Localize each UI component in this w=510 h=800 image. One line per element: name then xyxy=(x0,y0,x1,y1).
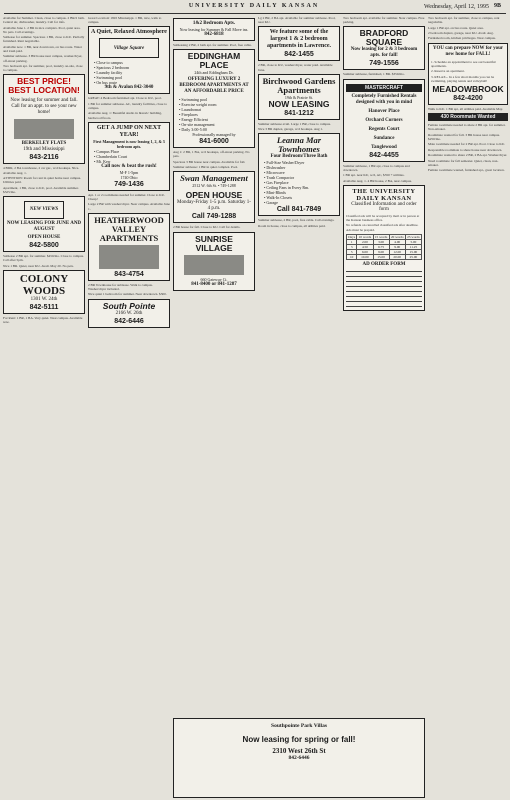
swan-name: Swan Management xyxy=(180,173,248,184)
gaslight-text: Now leasing for Summer & Fall Move ins. xyxy=(179,27,249,32)
park-villas-address: 2310 West 26th St xyxy=(272,747,326,755)
birchwood-phone: 841-1212 xyxy=(284,109,314,117)
new-views-text: NOW LEASING FOR JUNE AND AUGUST xyxy=(6,220,82,232)
form-line[interactable] xyxy=(346,298,422,302)
roommate-listings: Female roommate needed to share 2 BR apt. for summer. Non-smoker. Roommate wanted for fall. 3 BR house near campus. $250/mo. Male roommate needed for 2 BR apt. Pool. Close to KU. Responsible roommate to share house near downtown. Roommate wanted to share 2 BR, 2 BA apt. Washer/dryer. Need roommate for fall semester. Quiet, clean, non-smoker. Female roommate wanted, furnished apt., great location. xyxy=(428,123,508,173)
featured-apartments-ad xyxy=(258,26,340,61)
new-views-open: OPEN HOUSE xyxy=(27,234,61,240)
leanna-mar-sub: Four Bedroom/Three Bath xyxy=(270,154,328,160)
classified-listings-5: Great Location! 1845 Mississippi. 1 BR, nice, walk to campus. xyxy=(88,16,162,25)
masthead xyxy=(4,2,506,14)
roommate-wanted-header: 430 Roommate Wanted xyxy=(428,113,508,121)
swan-phone: Call 749-1288 xyxy=(191,213,237,221)
new-views-phone: 842-5800 xyxy=(29,241,59,249)
birchwood-address: 19th & Prairie St. xyxy=(284,94,314,100)
mastercraft-site-4: Sundance xyxy=(373,135,395,141)
mastercraft-site-5: Tanglewood xyxy=(371,144,397,150)
bradford-name: BRADFORD SQUARE xyxy=(359,28,409,48)
newspaper-title: UNIVERSITY DAILY KANSAN xyxy=(188,3,320,9)
eddingham-footer: Professionally managed by xyxy=(192,132,236,138)
column-1 xyxy=(3,16,85,796)
rate-table: Days 10 words 15 words 20 words 25 words 1 2.00 3.00 4.00 5.00 3 4.50 6.75 9.00 11.25 5 6.00 9.00 12.00 15.00 10 10.00 15.00 20.00 25.00 xyxy=(348,234,420,259)
form-line[interactable] xyxy=(346,268,422,272)
best-location-heading: BEST LOCATION! xyxy=(8,85,80,96)
classified-order-form: THE UNIVERSITY DAILY KANSAN Classified Information and order form Classified ads will be accepted by mail or in person at the Kansan business office. No refunds on cancelled classified ads after deadline. Ads must be prepaid. Days 10 words 15 words 20 words 25 words 1 2.00 3.00 4.00 5.00 3 4.50 6.75 9.00 11.25 5 6.00 9.00 12.00 15.00 10 10.00 15.00 20.00 25.00 AD ORDER FORM xyxy=(343,185,425,311)
get-jump-hours: M-F 1-5pm xyxy=(119,169,139,175)
park-villas-phone: 842-6446 xyxy=(288,755,310,761)
mastercraft-site-1: Hanover Place xyxy=(368,108,400,114)
mastercraft-text: Completely Furnished Rentals designed with you in mind xyxy=(351,93,417,105)
eddingham-ad xyxy=(173,49,255,148)
sunrise-name: SUNRISE VILLAGE xyxy=(195,233,233,253)
leanna-mar-name: Leanna Mar Townhomes xyxy=(276,135,322,155)
get-jump-phone: 749-1436 xyxy=(114,180,144,188)
classified-listings-15: Summer sublease, 2 BR, pool, free cable. Call evenings. Room in house, close to campus, all utilities paid. xyxy=(258,218,335,228)
form-line[interactable] xyxy=(346,278,422,282)
south-pointe-phone: 842-6446 xyxy=(114,317,144,325)
sunrise-village-ad xyxy=(173,232,255,291)
classified-listings-3: Sublease 2 BR apt. for summer. $450/mo. Close to campus. Call after 5pm. Nice 1 BR. Quiet, near KU. Avail. May 20. No pets. xyxy=(3,253,84,268)
issue-date: Wednesday, April 12, 1995 xyxy=(424,4,489,10)
bradford-square-ad xyxy=(343,26,425,70)
get-jump-headline: GET A JUMP ON NEXT YEAR! xyxy=(96,124,162,138)
sunrise-image xyxy=(184,255,244,275)
heatherwood-image xyxy=(99,245,159,269)
swan-open-house: OPEN HOUSE xyxy=(185,190,243,201)
berkeley-flats-ad xyxy=(3,74,85,164)
form-line[interactable] xyxy=(346,303,422,307)
featured-phone: 842-1455 xyxy=(284,51,314,59)
gaslight-phone: 842-6818 xyxy=(204,32,224,37)
classified-listings-18: Summer sublease, 1 BR apt, close to campus and downtown. 1 BR apt. near KU, w/d, AC, $350 + utilities. Available Aug. 1. 4 BR house, 2 BA, near campus. xyxy=(343,163,412,183)
featured-headline: We feature some of the largest 1 & 2 bedroom apartments in Lawrence. xyxy=(266,29,332,50)
mastercraft-phone: 842-4455 xyxy=(369,151,399,159)
classified-listings-2: 4 BDR, 2 BA townhouse, 2 car gar., w/d hookups. Nice. Available Aug. 1. ATTENTION: Room for rent in quiet home near campus. Utilities paid. Apartment, 1 BR, close to KU, pool. Available summer. $325/mo. xyxy=(3,166,82,194)
bradford-sub: Now leasing for 2 & 3 bedroom apts. for fall! xyxy=(350,47,418,59)
get-jump-address: 1740 Ohio xyxy=(120,174,138,180)
colony-woods-address: 1301 W. 24th xyxy=(30,296,58,302)
page-number: 9B xyxy=(494,3,502,9)
berkeley-name: BERKELEY FLATS xyxy=(21,141,67,147)
mastercraft-site-3: Regents Court xyxy=(368,126,400,132)
colony-woods-name: COLONY WOODS xyxy=(19,272,69,297)
bradford-phone: 749-1556 xyxy=(369,60,399,68)
eddingham-phone: 841-6000 xyxy=(199,138,229,146)
village-square-features: • Close to campus • Spacious 2 bedroom • Laundry facility • Swimming pool • On bus route xyxy=(94,60,130,86)
heatherwood-ad xyxy=(88,213,170,281)
sunrise-address: 660 Gateway Ct. xyxy=(200,276,228,282)
column-6 xyxy=(428,16,508,796)
village-square-ad xyxy=(88,26,170,94)
swan-management-ad xyxy=(173,171,255,223)
classified-listings-13: 2 BR, close to KU, washer/dryer, water paid. Available June. xyxy=(258,63,333,72)
colony-woods-ad xyxy=(3,270,85,314)
south-pointe-address: 2166 W. 26th xyxy=(115,310,143,316)
village-square-logo: Village Square xyxy=(99,38,159,58)
form-line[interactable] xyxy=(346,283,422,287)
leanna-mar-phone: Call 841-7849 xyxy=(276,206,322,214)
birchwood-now-leasing: NOW LEASING xyxy=(268,98,330,109)
classified-listings-17: Summer sublease, furnished, 1 BR. $350/mo. xyxy=(343,72,405,77)
eddingham-tagline: OFFERING LUXURY 2 BEDROOM APARTMENTS AT AN AFFORDABLE PRICE xyxy=(179,77,249,95)
classified-listings-12: Lg 2 BR, 2 BA apt. Available for summer sublease. Pool, near KU. xyxy=(258,16,336,25)
birchwood-ad xyxy=(258,74,340,120)
village-square-phone: 9th & Avalon 842-3040 xyxy=(104,85,154,91)
heatherwood-name: HEATHERWOOD VALLEY APARTMENTS xyxy=(94,214,164,243)
eddingham-address: 24th and Eddingham Dr. xyxy=(194,70,234,76)
classified-listings-7: Apt. 1 or 2 roommates needed for summer. Close to KU. Cheap! Large 2 BR with washer/dryer. Near campus. Available June 1. xyxy=(88,192,170,211)
column-2 xyxy=(88,16,170,796)
column-3 xyxy=(173,16,255,796)
new-views-logo: NEW VIEWS xyxy=(24,201,64,219)
berkeley-address: 19th and Mississippi xyxy=(23,147,65,153)
classified-listings-20: Walk to KU. 1 BR apt, all utilities paid. Available May. xyxy=(428,106,503,111)
classified-listings-14: Summer sublease avail. Large 1 BR, close to campus. Nice 3 BR duplex, garage, w/d hookups. Aug 1. xyxy=(258,121,331,132)
classified-listings-4: For Rent: 1 BR, 1 BA. Very quiet. Near campus. Available now. xyxy=(3,315,83,324)
eddingham-features: • Swimming pool • Exercise weight room • Laundromat • Fireplaces • Energy Efficient • On-site management • Daily 3:00-5:00 xyxy=(179,97,217,133)
form-line[interactable] xyxy=(346,288,422,292)
order-form-title: AD ORDER FORM xyxy=(362,261,406,267)
classified-listings: Available for Summer. Clean, close to campus. 2 BR/2 bath. Central air, dishwasher, laundry. Call for info. Available June 1. 2 BR in nice complex. Pool, quiet area. No pets. Call evenings. Sublease for summer. Spacious 1 BR, close to KU. Partially furnished. Rent negotiable. Available now. 1 BR, near downtown, on bus route. Water and trash paid. Summer sublease. 3 BR house near campus, washer/dryer, off-street parking. Two bedroom apt. for summer, pool, laundry on-site, close to campus. xyxy=(3,16,85,73)
meadowbrook-headline: YOU can prepare NOW for your new home for FALL! xyxy=(432,45,504,57)
form-title: THE UNIVERSITY DAILY KANSAN xyxy=(352,187,416,202)
new-views-ad xyxy=(3,196,85,252)
swan-days: Monday-Friday 1-5 p.m. Saturday 1-4 p.m. xyxy=(177,200,251,212)
get-jump-text: Call now & beat the rush! xyxy=(101,163,157,169)
classified-listings-6: GREAT: 4 Bedroom furnished apt. Close to KU, pool. 1 BR for summer sublease. AC, laundry facilities, close to campus. Available Aug. 1: Beautiful studio in historic building, hardwood floors. xyxy=(88,96,167,120)
birchwood-name: Birchwood Gardens Apartments xyxy=(262,75,336,95)
classified-listings-19: Two bedroom apt. for summer, close to campus, rent negotiable. Large 1 BR apt. on bus route. Quiet area. 2 bedroom duplex, garage, near KU. Avail. Aug. Furnished room, kitchen privileges. Near campus. xyxy=(428,16,500,41)
park-villas-headline: Now leasing for spring or fall! xyxy=(242,735,356,744)
get-jump-sub: First Management is now leasing 1, 2, & 3 bedroom apts. xyxy=(93,138,165,149)
best-price-heading: BEST PRICE! xyxy=(17,76,71,87)
sunrise-phone: 841-8400 or 841-1287 xyxy=(191,281,237,287)
column-5 xyxy=(343,16,425,796)
meadowbrook-name: MEADOWBROOK xyxy=(432,83,504,94)
best-price-text: Now leasing for summer and fall. Call for an appt. to see your new home! xyxy=(10,98,78,116)
park-villas-ad xyxy=(173,718,425,798)
classified-listings-8: 2 BR Townhouse for sublease. Walk to campus. Washer/dryer included. Nice quiet 1 bedroom for summer. Near downtown. $300. xyxy=(88,282,167,297)
get-jump-list: • Campus Place • Chamberlain Court • Mt. Kerr xyxy=(94,148,128,164)
classified-listings-16: Two bedroom apt. available for summer. Near campus. Free parking. xyxy=(343,16,425,25)
berkeley-phone: 843-2116 xyxy=(29,154,59,162)
get-a-jump-ad xyxy=(88,122,170,191)
gaslight-ad xyxy=(173,18,255,41)
classified-listings-11: 2 BR house for fall. Close to KU. Call for details. xyxy=(173,225,241,230)
mastercraft-site-2: Orchard Corners xyxy=(365,117,403,123)
building-image xyxy=(14,119,74,139)
form-line[interactable] xyxy=(346,293,422,297)
heatherwood-phone: 843-4754 xyxy=(114,270,144,278)
village-square-headline: A Quiet, Relaxed Atmosphere xyxy=(91,29,167,36)
gaslight-headline: 1&2 Bedroom Apts. xyxy=(192,21,236,26)
south-pointe-name: South Pointe xyxy=(102,300,156,311)
eddingham-name: EDDINGHAM PLACE xyxy=(187,51,241,71)
meadowbrook-ad: YOU can prepare NOW for your new home for FALL! 1. Schedule an appointment to see our beautiful apartments. 2. Reserve an apartment. 3. RELAX... In a few short months you can be swimming, playing tennis and volleyball! MEADOWBROOK 842-4200 xyxy=(428,43,508,105)
form-line[interactable] xyxy=(346,273,422,277)
form-subtitle: Classified Information and order form xyxy=(351,201,417,212)
meadowbrook-phone: 842-4200 xyxy=(453,94,483,102)
classified-listings-9: Subleasing 2 BR, 2 bath apt. for summer. Pool, free cable. xyxy=(173,43,252,47)
mastercraft-header: MASTERCRAFT xyxy=(346,84,422,92)
leanna-mar-features: • Full-Size Washer/Dryer • Dishwasher • Microwave • Trash Compactor • Gas Fireplace • Ceiling Fans in Every Rm. • Mini-Blinds • Walk-In Closets • Garage xyxy=(264,160,310,206)
leanna-mar-ad xyxy=(258,133,340,216)
south-pointe-ad xyxy=(88,299,170,328)
park-villas-name: Southpointe Park Villas xyxy=(271,723,327,729)
classified-listings-10: Aug 1: 2 BR, 1 BA, w/d hookups, off-street parking. No pets. Spacious 3 BR house near campus. Available for fall. Summer sublease: 1 BR in quiet complex. Pool. xyxy=(173,150,250,170)
colony-woods-phone: 842-5111 xyxy=(29,303,59,311)
column-4 xyxy=(258,16,340,796)
swan-address: 2512 W. 6th St. • 749-1288 xyxy=(192,183,236,189)
mastercraft-ad xyxy=(343,79,425,162)
